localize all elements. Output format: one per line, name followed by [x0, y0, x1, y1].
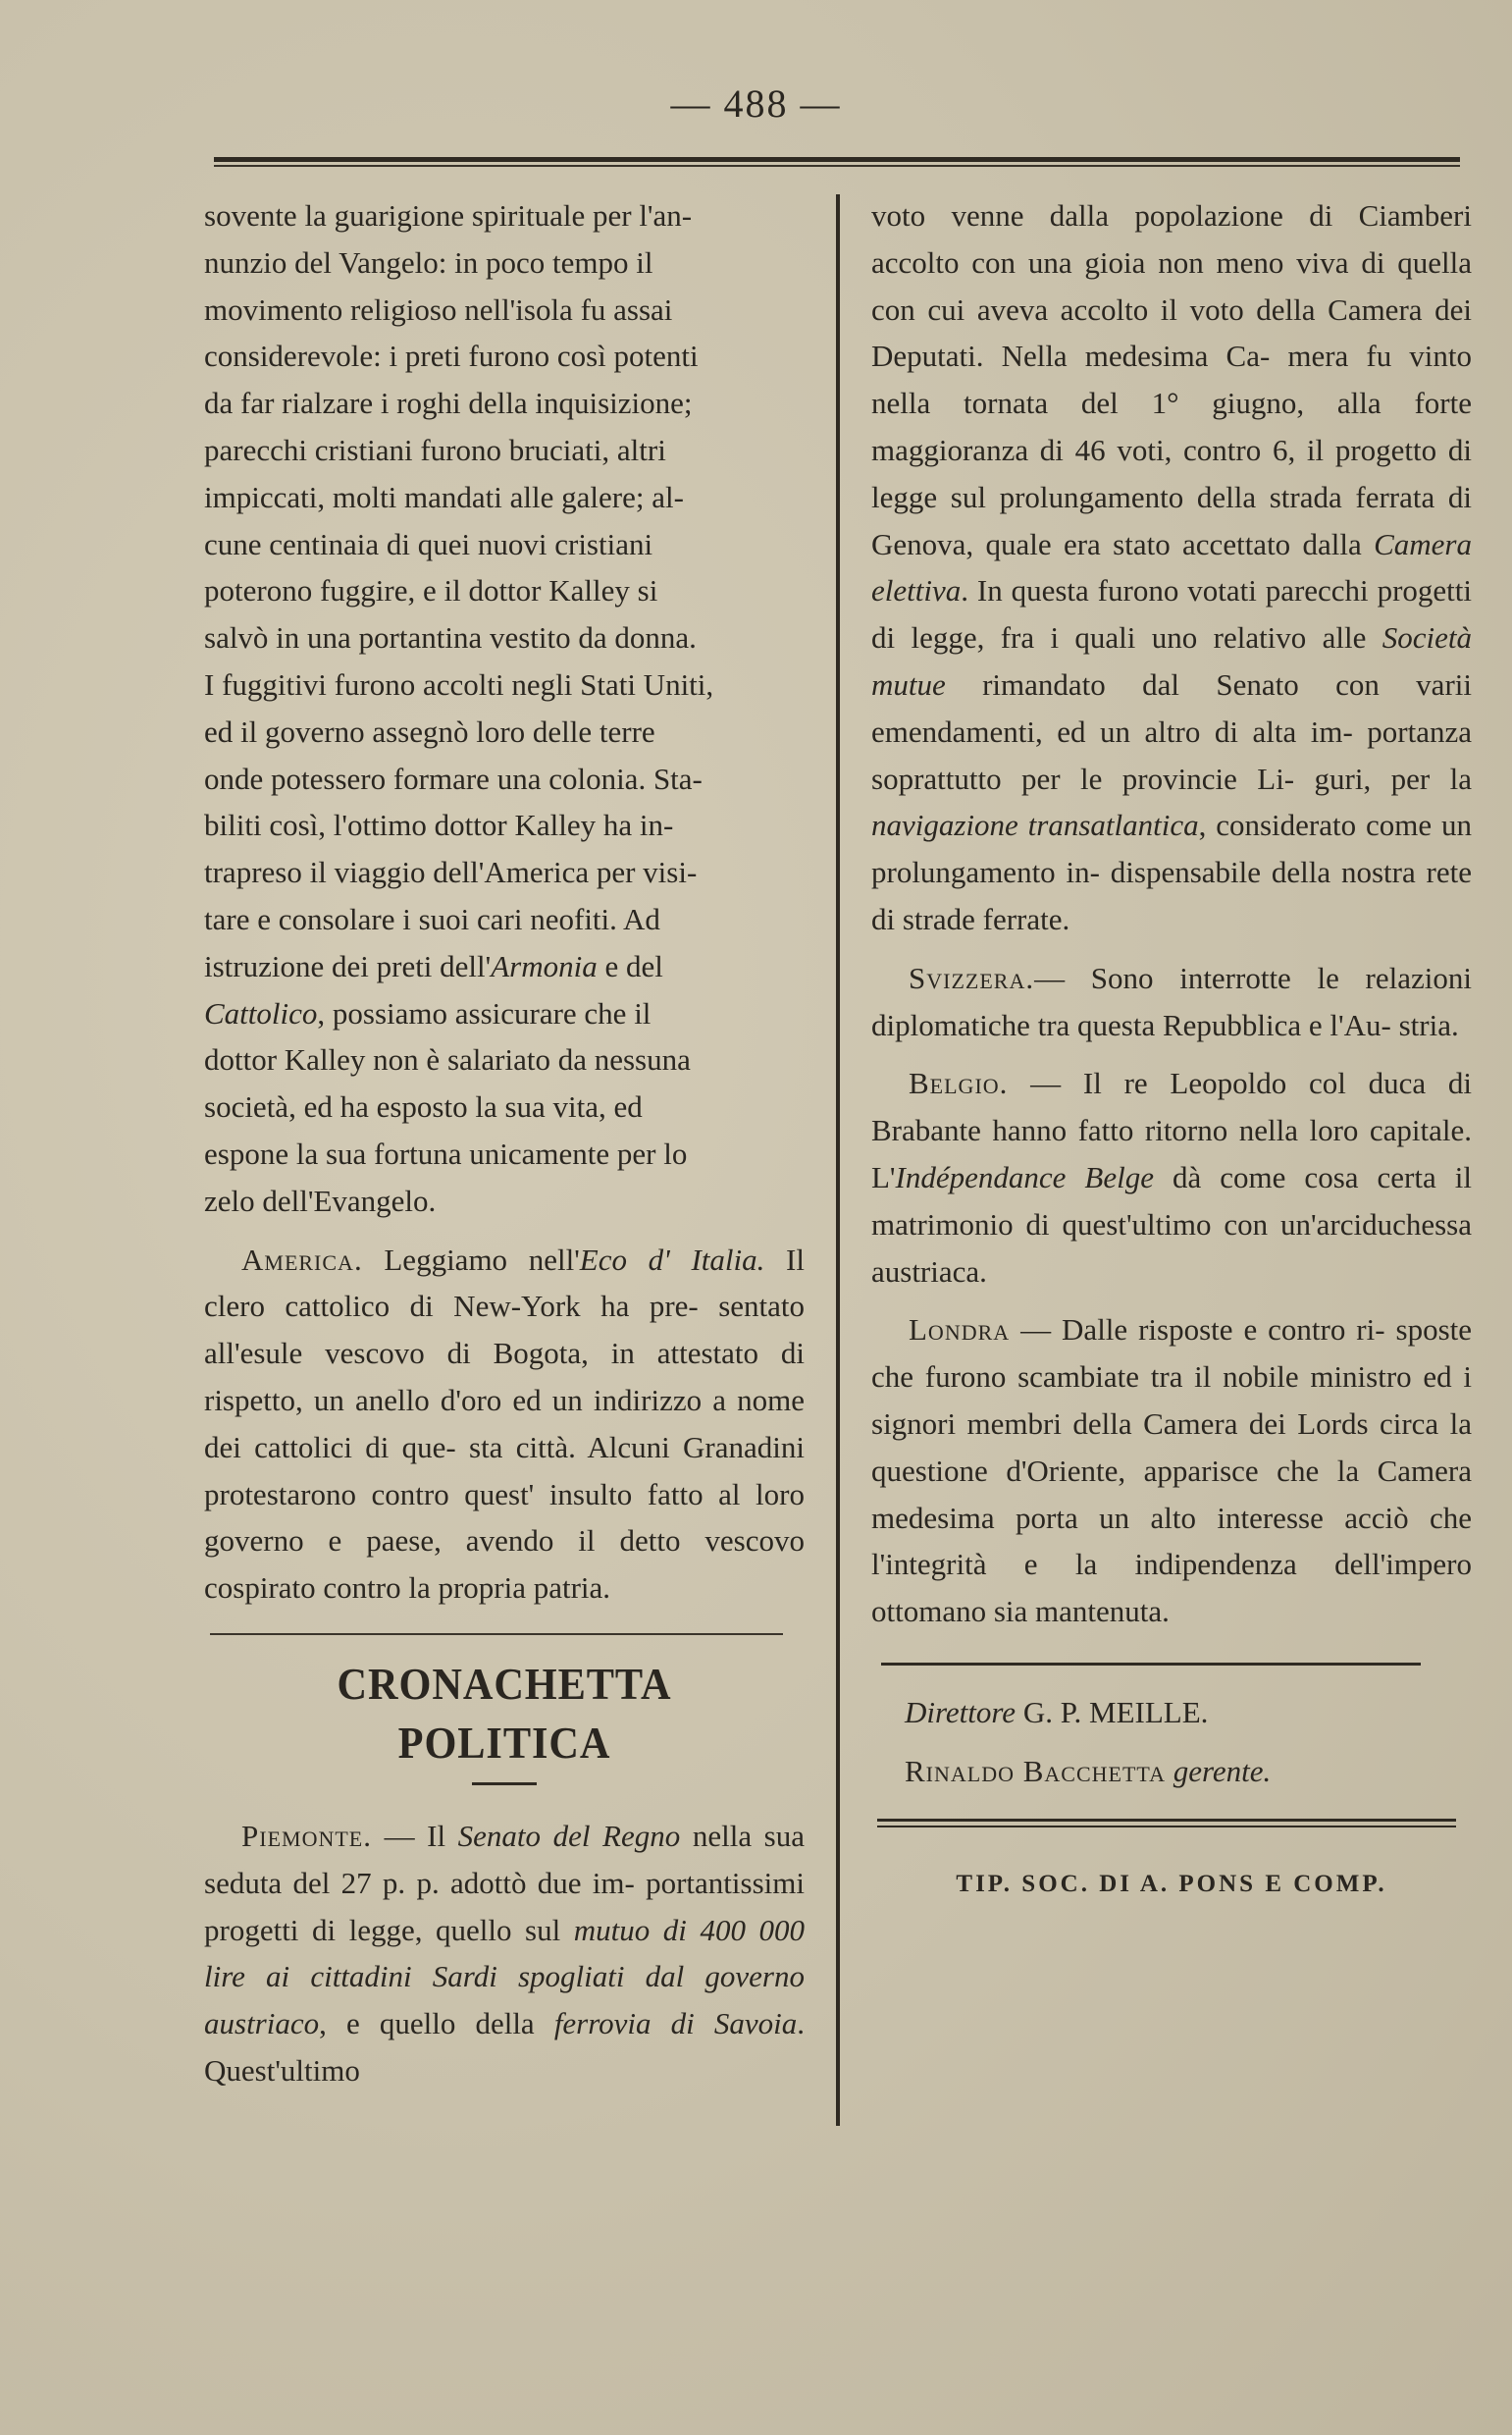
source-name: Indépendance Belge [895, 1159, 1154, 1194]
text-line: da far rialzare i roghi della inquisizione; [204, 386, 693, 421]
text-line: biliti così, l'ottimo dottor Kalley ha in- [204, 808, 674, 843]
director-label: Direttore [905, 1694, 1017, 1729]
text-line: I fuggitivi furono accolti negli Stati Uniti, [204, 666, 714, 702]
text-line: salvò in una portantina vestito da donna. [204, 620, 697, 656]
belgio-paragraph [871, 1060, 1472, 1295]
text-line: parecchi cristiani furono bruciati, altri [204, 432, 666, 467]
text-run: nella sua seduta del 27 p. p. adottò due im- portantissimi progetti di legge, quello sul [204, 1818, 805, 1947]
svizzera-paragraph [871, 955, 1472, 1049]
piemonte-paragraph [204, 1813, 805, 2094]
section-label-america: America. [241, 1242, 363, 1277]
text-line: impiccati, molti mandati alle galere; al- [204, 479, 684, 514]
law-title: ferrovia di Savoia [553, 2006, 798, 2041]
left-column [204, 192, 805, 2094]
law-title: navigazione transatlantica [871, 808, 1199, 843]
journal-name: Armonia [491, 948, 598, 983]
text-run: , considerato come un prolungamento in- dispensabile della nostra rete di strade ferrate. [871, 808, 1472, 936]
signature-rule-bottom [877, 1819, 1456, 1827]
text-line: movimento religioso nell'isola fu assai [204, 291, 673, 327]
section-label-piemonte: Piemonte. [241, 1818, 372, 1853]
institution-name: Camera elettiva [871, 526, 1472, 609]
text-run: dà come cosa certa il matrimonio di quest'ultimo con un'arciduchessa austriaca. [871, 1159, 1472, 1289]
section-label-londra: Londra [909, 1312, 1011, 1348]
director-line [871, 1683, 1472, 1742]
text-run: , possiamo assicurare che il [317, 995, 652, 1031]
londra-paragraph [871, 1306, 1472, 1635]
journal-name: Cattolico [204, 995, 318, 1031]
section-title: CRONACHETTA POLITICA [337, 1658, 672, 1768]
text-line: espone la sua fortuna unicamente per lo [204, 1136, 688, 1171]
section-label-belgio: Belgio. [909, 1066, 1009, 1101]
header-rule [214, 157, 1460, 167]
text-run: . Quest'ultimo [204, 2006, 805, 2088]
text-line: trapreso il viaggio dell'America per visi- [204, 855, 698, 890]
svizzera-text: — Sono interrotte le relazioni diplomatiche tra questa Repubblica e l'Au- stria. [871, 960, 1472, 1042]
text-line: nunzio del Vangelo: in poco tempo il [204, 244, 653, 280]
section-divider [210, 1633, 783, 1635]
text-run: . In questa furono votati parecchi progetti di legge, fra i quali uno relativo alle [871, 573, 1472, 656]
text-line: tare e consolare i suoi cari neofiti. Ad [204, 901, 660, 936]
article-tail [204, 943, 805, 1225]
source-name: Eco d' Italia. [579, 1242, 765, 1277]
text-line: considerevole: i preti furono così potenti [204, 339, 699, 374]
text-run: istruzione dei preti dell' [204, 948, 492, 983]
londra-text: — Dalle risposte e contro ri- sposte che furono scambiate tra il nobile ministro ed i signori membri della Camera dei Lords circa la questione d'Oriente, apparisce che la Camera medesima porta un alto interesse acciò che l'integrità e la indipendenza dell'impero ottomano sia mantenuta. [871, 1312, 1472, 1629]
text-run: — Il [371, 1818, 458, 1853]
institution-name: Senato del Regno [457, 1818, 681, 1853]
text-run: Leggiamo nell' [362, 1242, 580, 1277]
text-line: ed il governo assegnò loro delle terre [204, 714, 655, 749]
law-title: mutuo di 400 000 lire ai cittadini Sardi spogliati dal governo austriaco [204, 1912, 805, 2041]
text-run: — Il re Leopoldo col duca di Brabante hanno fatto ritorno nella loro capitale. L' [871, 1066, 1472, 1194]
director-name: G. P. MEILLE. [1022, 1694, 1209, 1729]
page-number: — 488 — [670, 81, 842, 126]
text-run: e del [597, 948, 663, 983]
text-line: zelo dell'Evangelo. [204, 1183, 437, 1218]
manager-name: Rinaldo Bacchetta [905, 1753, 1166, 1788]
text-line: dottor Kalley non è salariato da nessuna [204, 1042, 691, 1078]
manager-label: gerente. [1173, 1753, 1272, 1788]
text-line: cune centinaia di quei nuovi cristiani [204, 526, 653, 561]
america-paragraph [204, 1237, 805, 1612]
text-run: rimandato dal Senato con varii emendamenti, ed un altro di alta im- portanza soprattutto per le provincie Li- guri, per la [871, 666, 1472, 796]
section-label-svizzera: Svizzera. [909, 960, 1035, 995]
text-run: voto venne dalla popolazione di Ciamberi accolto con una gioia non meno viva di quella con cui aveva accolto il voto della Camera dei Deputati. Nella medesima Ca- mera fu vinto nella tornata del 1° giugno, alla forte maggioranza di 46 voti, contro 6, il progetto di legge sul prolungamento della strada ferrata di Genova, quale era stato accettato dalla [871, 198, 1472, 561]
text-line: onde potessero formare una colonia. Sta- [204, 761, 703, 796]
column-divider [836, 194, 840, 2126]
text-line: società, ed ha esposto la sua vita, ed [204, 1089, 643, 1125]
signature-rule-top [881, 1663, 1421, 1666]
right-column [871, 192, 1472, 1908]
article-continuation [204, 192, 805, 943]
law-title: Società mutue [871, 620, 1472, 702]
america-text: Il clero cattolico di New-York ha pre- sentato all'esule vescovo di Bogota, in attestato di rispetto, un anello d'oro ed un indirizzo a nome dei cattolici di que- sta città. Alcuni Granadini protestarono contro quest' insulto fatto al loro governo e paese, avendo il detto vescovo cospirato contro la propria patria. [204, 1242, 805, 1606]
manager-line [871, 1742, 1472, 1801]
title-underline [472, 1782, 537, 1785]
printer-imprint: TIP. SOC. DI A. PONS E COMP. [956, 1870, 1387, 1897]
piemonte-continuation [871, 192, 1472, 943]
text-run: , e quello della [319, 2006, 554, 2041]
text-line: sovente la guarigione spirituale per l'an- [204, 198, 693, 233]
text-line: poterono fuggire, e il dottor Kalley si [204, 573, 658, 609]
